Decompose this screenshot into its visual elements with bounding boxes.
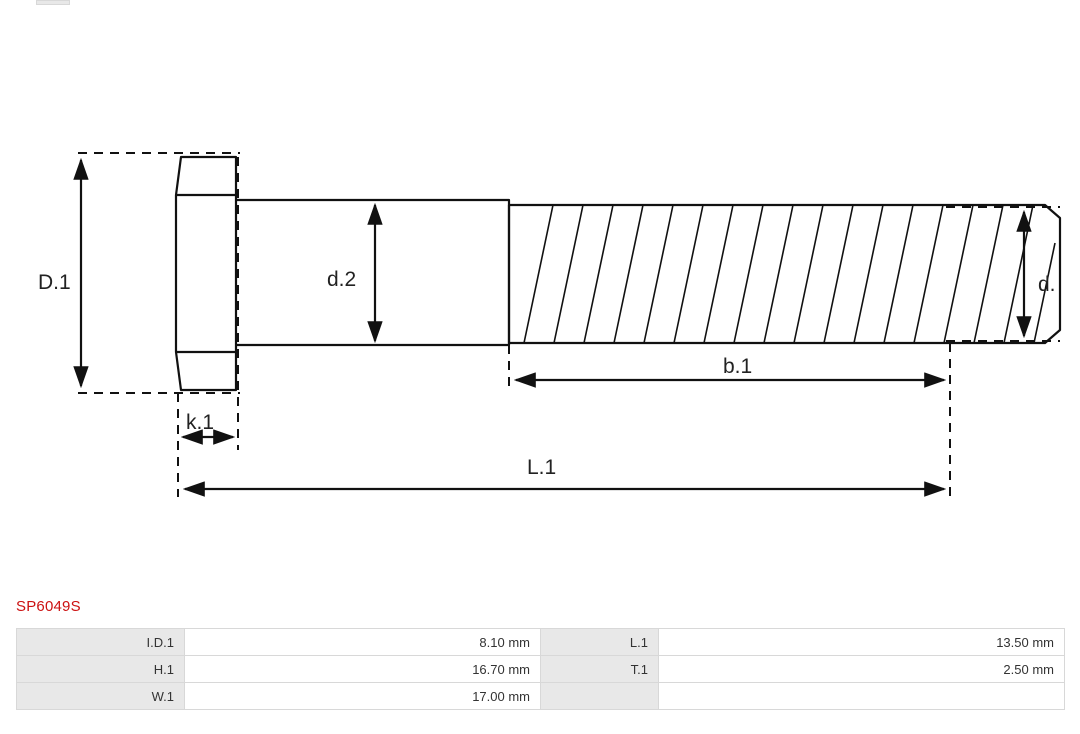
table-row bbox=[17, 629, 1065, 656]
spec-label: H.1 bbox=[17, 656, 185, 683]
spec-value: 13.50 mm bbox=[659, 629, 1065, 656]
dimension-label-k1: k.1 bbox=[186, 411, 215, 434]
spec-label: I.D.1 bbox=[17, 629, 185, 656]
spec-value: 8.10 mm bbox=[185, 629, 541, 656]
spec-value-empty bbox=[659, 683, 1065, 710]
diagram-labels bbox=[38, 268, 1056, 479]
dimension-label-L1: L.1 bbox=[527, 456, 557, 479]
spec-label: L.1 bbox=[541, 629, 659, 656]
specifications-table bbox=[16, 628, 1065, 710]
table-row bbox=[17, 656, 1065, 683]
dimension-label-b1: b.1 bbox=[723, 355, 753, 378]
dimension-label-d: d. bbox=[1038, 273, 1056, 296]
dimension-label-d2: d.2 bbox=[327, 268, 357, 291]
part-number: SP6049S bbox=[16, 598, 81, 615]
table-row bbox=[17, 683, 1065, 710]
spec-value: 16.70 mm bbox=[185, 656, 541, 683]
spec-value: 17.00 mm bbox=[185, 683, 541, 710]
spec-label-empty bbox=[541, 683, 659, 710]
spec-value: 2.50 mm bbox=[659, 656, 1065, 683]
spec-label: T.1 bbox=[541, 656, 659, 683]
spec-label: W.1 bbox=[17, 683, 185, 710]
dimension-label-D1: D.1 bbox=[38, 271, 71, 294]
bolt-outline bbox=[176, 157, 1060, 390]
thread-hatching bbox=[524, 205, 1055, 343]
